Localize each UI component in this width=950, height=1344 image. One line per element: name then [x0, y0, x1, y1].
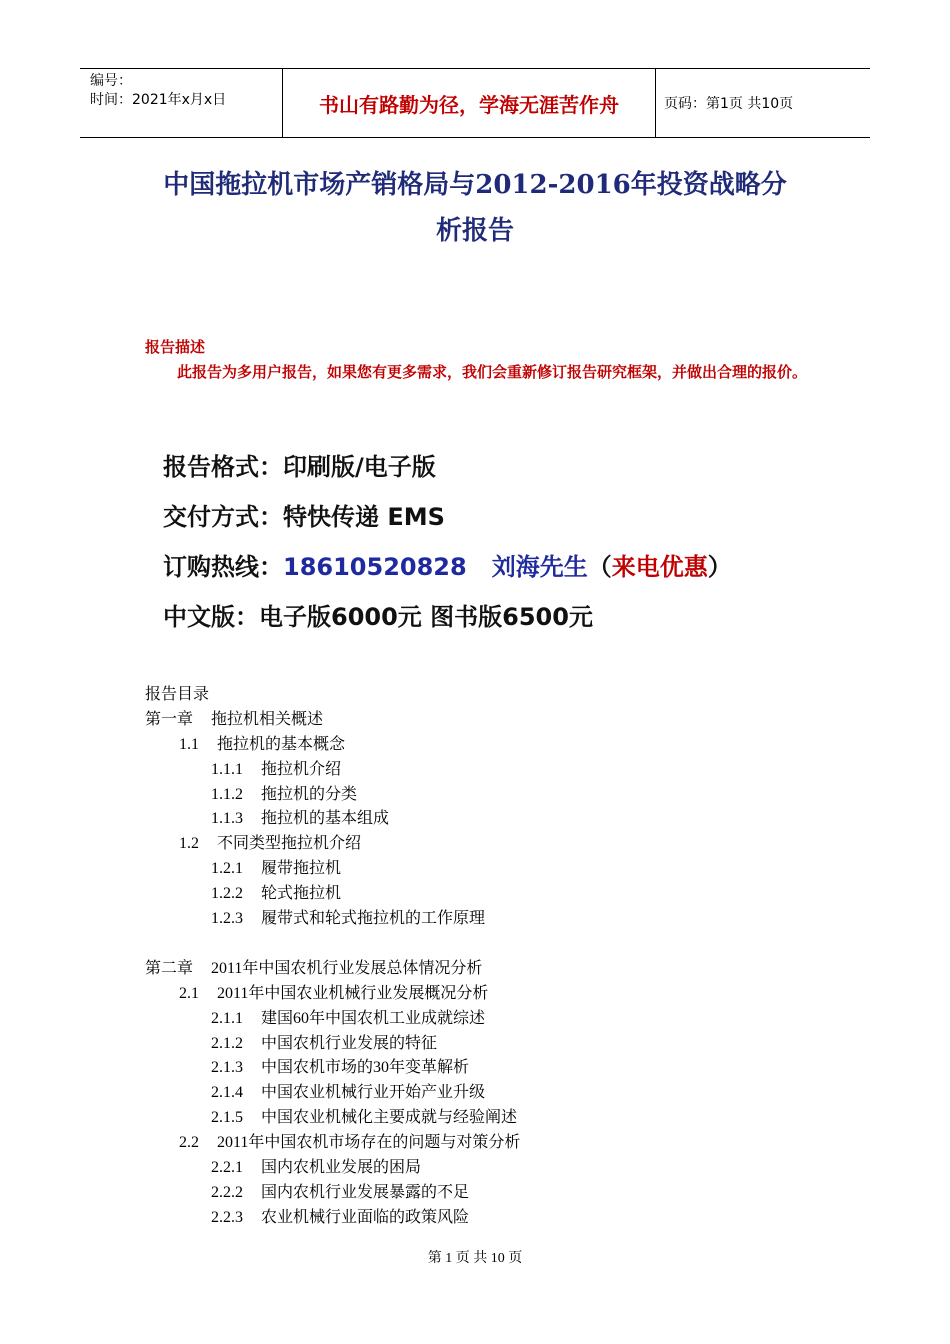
toc-item [145, 907, 845, 932]
toc-item [145, 1106, 845, 1131]
toc-item-text: 2011年中国农机市场存在的问题与对策分析 [217, 1134, 521, 1152]
hotline-number: 18610520828 [283, 553, 467, 581]
toc-item-text: 中国农机市场的30年变革解析 [261, 1059, 470, 1077]
toc-item [145, 708, 845, 733]
toc-item [145, 733, 845, 758]
toc-item-number: 1.2.1 [211, 860, 243, 878]
format-label: 报告格式： [163, 453, 283, 481]
toc-item-text: 中国农机行业发展的特征 [261, 1034, 438, 1052]
number-label: 编号： [90, 73, 132, 89]
toc-item [145, 1206, 845, 1231]
toc-item [145, 1081, 845, 1106]
info-format [163, 447, 436, 482]
toc-item-number: 第二章 [145, 959, 194, 977]
toc-item-text: 轮式拖拉机 [261, 885, 342, 903]
toc-item [145, 1007, 845, 1032]
toc-item-text: 拖拉机的基本概念 [217, 735, 346, 753]
toc-item-number: 2.2.1 [211, 1159, 243, 1177]
toc-item-number: 1.1.2 [211, 785, 243, 803]
header-motto: 书山有路勤为径，学海无涯苦作舟 [282, 69, 656, 137]
toc-item-text: 2011年中国农机行业发展总体情况分析 [211, 959, 483, 977]
toc-item-text: 拖拉机相关概述 [211, 710, 324, 728]
delivery-value: 特快传递 EMS [283, 503, 445, 531]
info-hotline [163, 547, 732, 582]
toc-item-number: 1.2 [179, 835, 199, 853]
toc-list [145, 708, 845, 1231]
delivery-label: 交付方式： [163, 503, 283, 531]
toc-item [145, 832, 845, 857]
toc-item-text: 中国农业机械化主要成就与经验阐述 [261, 1109, 518, 1127]
format-value: 印刷版/电子版 [283, 453, 436, 481]
hotline-label: 订购热线： [163, 553, 283, 581]
info-price [163, 597, 593, 632]
toc-item [145, 1156, 845, 1181]
description-body: 此报告为多用户报告，如果您有更多需求，我们会重新修订报告研究框架，并做出合理的报价。 [177, 363, 808, 381]
toc-item-text: 拖拉机的分类 [261, 785, 358, 803]
toc-item-number: 2.1.3 [211, 1059, 243, 1077]
toc-item-number: 1.1 [179, 735, 199, 753]
info-delivery [163, 497, 445, 532]
toc-item-text: 不同类型拖拉机介绍 [217, 835, 362, 853]
toc-item [145, 982, 845, 1007]
toc-item-number: 1.1.1 [211, 760, 243, 778]
toc-item [145, 1181, 845, 1206]
toc-item-number: 1.2.3 [211, 910, 243, 928]
toc-item-text: 中国农业机械行业开始产业升级 [261, 1084, 486, 1102]
toc-item-number: 2.2.2 [211, 1183, 243, 1201]
price-value: 电子版6000元 图书版6500元 [259, 603, 593, 631]
report-title-line1: 中国拖拉机市场产销格局与2012-2016年投资战略分 [163, 170, 787, 200]
toc-item [145, 1056, 845, 1081]
header-page-info: 页码：第1页 共10页 [664, 96, 794, 112]
toc-item [145, 807, 845, 832]
toc-item-number: 2.1.2 [211, 1034, 243, 1052]
toc-item-text: 履带式和轮式拖拉机的工作原理 [261, 910, 486, 928]
toc-item-number: 2.2 [179, 1134, 199, 1152]
hotline-contact: 刘海先生 [491, 553, 588, 581]
date-label: 时间：2021年x月x日 [90, 92, 227, 108]
toc-item [145, 1131, 845, 1156]
hotline-promo: 来电优惠 [611, 553, 708, 581]
toc-item-number: 第一章 [145, 710, 194, 728]
toc-item [145, 1032, 845, 1057]
toc-heading: 报告目录 [145, 686, 210, 703]
toc-item-number: 2.1.4 [211, 1084, 243, 1102]
table-of-contents [145, 683, 845, 1231]
toc-item [145, 857, 845, 882]
toc-item-text: 建国60年中国农机工业成就综述 [261, 1009, 486, 1027]
toc-item [145, 957, 845, 982]
toc-item [145, 882, 845, 907]
toc-item-text: 国内农机行业发展暴露的不足 [261, 1183, 470, 1201]
price-label: 中文版： [163, 603, 259, 631]
toc-item-text: 拖拉机介绍 [261, 760, 342, 778]
report-title-line2: 析报告 [435, 216, 514, 246]
toc-item-number: 2.1.5 [211, 1109, 243, 1127]
hotline-paren-open: （ [587, 553, 612, 581]
toc-item-number: 2.2.3 [211, 1208, 243, 1226]
toc-item-number: 2.1 [179, 984, 199, 1002]
toc-item-text: 国内农机业发展的困局 [261, 1159, 422, 1177]
hotline-paren-close: ） [707, 553, 732, 581]
toc-item-number: 1.1.3 [211, 810, 243, 828]
toc-gap [145, 932, 845, 957]
page-footer: 第 1 页 共 10 页 [427, 1251, 523, 1266]
header-meta [80, 69, 282, 137]
toc-item-number: 1.2.2 [211, 885, 243, 903]
toc-item-text: 履带拖拉机 [261, 860, 342, 878]
description-heading: 报告描述 [145, 338, 206, 356]
toc-item [145, 758, 845, 783]
toc-item [145, 783, 845, 808]
toc-item-text: 农业机械行业面临的政策风险 [261, 1208, 470, 1226]
toc-item-text: 拖拉机的基本组成 [261, 810, 390, 828]
toc-item-text: 2011年中国农业机械行业发展概况分析 [217, 984, 489, 1002]
toc-item-number: 2.1.1 [211, 1009, 243, 1027]
report-title [100, 162, 850, 254]
page-header [80, 68, 870, 138]
